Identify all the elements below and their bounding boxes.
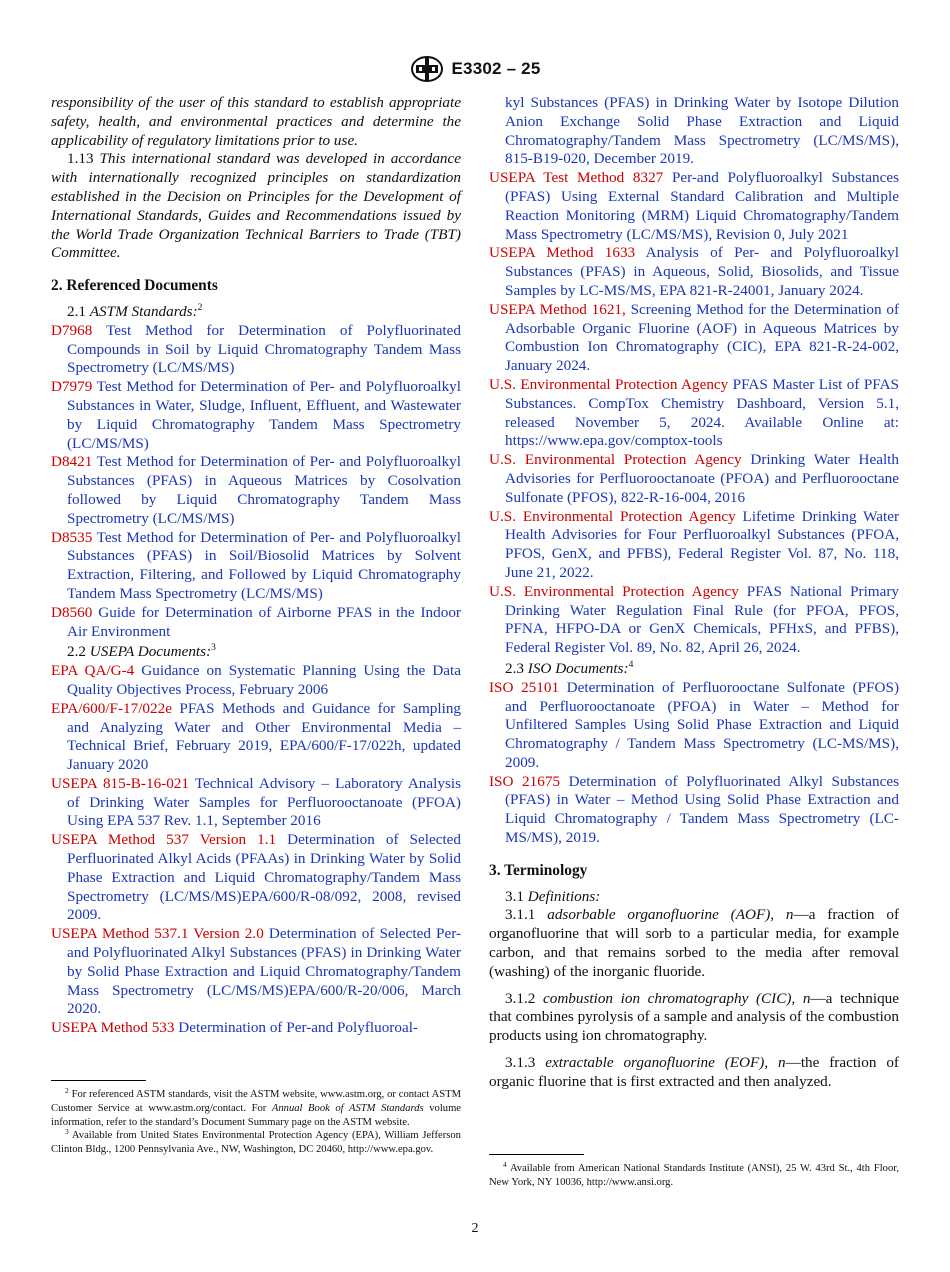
right-column [489, 94, 899, 1092]
reference-id-link[interactable]: USEPA Method 1621, [489, 300, 626, 318]
reference-item [51, 322, 461, 378]
reference-id-link[interactable]: D7968 [51, 321, 93, 339]
reference-item [51, 453, 461, 528]
reference-id-link[interactable]: D8421 [51, 453, 93, 471]
reference-item [489, 583, 899, 658]
subsection-2-2-heading [51, 643, 461, 662]
subsection-number: 2.2 [67, 643, 86, 661]
reference-id-link[interactable]: ISO 21675 [489, 772, 561, 790]
reference-id-link[interactable]: EPA/600/F-17/022e [51, 699, 172, 717]
footnote-divider [51, 1080, 146, 1081]
footnote-marker[interactable]: 2 [197, 302, 203, 313]
footnote-4 [489, 1162, 899, 1190]
subsection-2-3-heading [489, 660, 899, 679]
footnote-text: volume information, refer to the standard’s Document Summary page on the ASTM website. [51, 1102, 462, 1128]
footnotes-left [51, 1080, 461, 1157]
footnotes-right [489, 1154, 899, 1190]
reference-title-link[interactable]: Test Method for Determination of Polyfluorinated Compounds in Soil by Liquid Chromatography Tandem Mass Spectrometry (LC/MS/MS) [67, 321, 461, 377]
reference-title-link[interactable]: Technical Advisory – Laboratory Analysis of Drinking Water Samples for Perfluorooctanoate (PFOA) Using EPA 537 Rev. 1.1, September 2016 [67, 774, 461, 830]
definition-item [489, 990, 899, 1046]
footnote-marker[interactable]: 4 [628, 659, 634, 670]
footnote-italic-text: Annual Book of ASTM Standards [271, 1102, 424, 1114]
left-column [51, 94, 461, 1038]
definition-item [489, 906, 899, 981]
definition-term: extractable organofluorine (EOF), n [545, 1054, 786, 1072]
reference-item [51, 662, 461, 700]
reference-id-link[interactable]: U.S. Environmental Protection Agency [489, 582, 739, 600]
footnote-number: 3 [65, 1127, 69, 1137]
reference-item [51, 775, 461, 831]
subsection-number: 2.1 [67, 302, 86, 320]
reference-item [51, 378, 461, 453]
reference-item [489, 773, 899, 848]
page-header [0, 55, 950, 83]
reference-title-link[interactable]: Test Method for Determination of Per- and Polyfluoroalkyl Substances (PFAS) in Aqueous Matrices by Cosolvation followed by Liquid Chromatography Tandem Mass Spectrometry (LC/MS/MS) [67, 453, 461, 527]
footnote-text: Available from American National Standards Institute (ANSI), 25 W. 43rd St., 4th Floor, New York, NY 10036, http://www.ansi.org. [489, 1163, 899, 1188]
definition-text: —a fraction of organofluorine that will sorb to a particular media, for example carbon, and that remains sorbed to the media after removal (washing) of the inorganic fluoride. [489, 906, 899, 980]
definition-term: combustion ion chromatography (CIC), n [543, 989, 811, 1007]
reference-id-link[interactable]: ISO 25101 [489, 678, 560, 696]
subsection-number: 2.3 [505, 659, 524, 677]
reference-item [489, 508, 899, 583]
reference-id-link[interactable]: D7979 [51, 378, 93, 396]
reference-id-link[interactable]: USEPA Method 537 Version 1.1 [51, 831, 277, 849]
reference-item [489, 376, 899, 451]
subsection-3-1-heading [489, 888, 899, 907]
definition-number: 3.1.1 [505, 906, 536, 924]
reference-item [51, 831, 461, 925]
reference-title-link[interactable]: Test Method for Determination of Per- and Polyfluoroalkyl Substances (PFAS) in Soil/Biosolid Matrices by Solvent Extraction, Filtering, and Followed by Liquid Chromatography Tandem Mass Spectrometry (LC/MS/MS) [67, 528, 461, 602]
reference-item [51, 700, 461, 775]
reference-title-link[interactable]: kyl Substances (PFAS) in Drinking Water by Isotope Dilution Anion Exchange Solid Phase Extraction and Liquid Chromatography/Tandem Mass Spectrometry (LC/MS/MS), 815-B19-020, December 2019. [505, 94, 899, 168]
page-number: 2 [471, 1221, 479, 1236]
reference-title-link[interactable]: Determination of Per-and Polyfluoroal- [178, 1019, 418, 1037]
reference-title-link[interactable]: Analysis of Per- and Polyfluoroalkyl Substances (PFAS) in Aqueous, Solid, Biosolids, and Tissue Samples by LC-MS/MS, EPA 821-R-24001, January 2024. [505, 244, 899, 299]
reference-item [51, 925, 461, 1019]
reference-title-link[interactable]: Determination of Selected Perfluorinated Alkyl Acids (PFAAs) in Drinking Water by Solid Phase Extraction and Liquid Chromatography/Tandem Mass Spectrometry (LC/MS/MS)EPA/600/R-08/092, 2008, revised 2009. [67, 831, 462, 924]
reference-title-link[interactable]: Determination of Perfluorooctane Sulfonate (PFOS) and Perfluorooctanoate (PFOA) in Water – Method for Unfiltered Samples Using Solid Phase Extraction and Liquid Chromatography / Tandem Mass Spectrometry (LC-MS/MS), 2009. [505, 678, 899, 771]
reference-continuation [489, 94, 899, 169]
footnote-2 [51, 1088, 461, 1129]
footnote-number: 4 [503, 1160, 507, 1169]
reference-title-link[interactable]: PFAS Master List of PFAS Substances. CompTox Chemistry Dashboard, Version 5.1, released November 5, 2024. Available Online at: https://www.epa.gov/comptox-tools [505, 375, 899, 450]
reference-title-link[interactable]: Determination of Selected Per- and Polyfluorinated Alkyl Substances (PFAS) in Drinking Water by Solid Phase Extraction and Liquid Chromatography/Tandem Mass Spectrometry (LC/MS/MS)EPA/600/R-20/006, March 2020. [67, 925, 462, 1018]
reference-title-link[interactable]: Guidance on Systematic Planning Using the Data Quality Objectives Process, February 2006 [67, 662, 461, 698]
section-3-heading: 3. Terminology [489, 861, 588, 879]
subsection-number: 3.1 [505, 887, 524, 905]
reference-title-link[interactable]: Lifetime Drinking Water Health Advisories for Four Perfluoroalkyl Substances (PFOA, PFOS, GenX, and PFBS), Federal Register Vol. 87, No. 118, June 21, 2022. [505, 507, 900, 581]
reference-title-link[interactable]: Per-and Polyfluoroalkyl Substances (PFAS) Using External Standard Calibration and Multiple Reaction Monitoring (MRM) Liquid Chromatography/Tandem Mass Spectrometry (LC/MS/MS), Revision 0, July 2021 [505, 169, 899, 243]
footnote-3 [51, 1129, 461, 1157]
reference-item [51, 529, 461, 604]
subsection-2-1-heading [51, 303, 461, 322]
reference-id-link[interactable]: U.S. Environmental Protection Agency [489, 451, 742, 469]
subsection-label: USEPA Documents: [89, 643, 212, 661]
reference-title-link[interactable]: PFAS National Primary Drinking Water Regulation Final Rule (for PFOA, PFOS, PFNA, HFPO-DA or GenX Chemicals, PFHxS, and PFBS), Federal Register Vol. 89, No. 82, April 26, 2024. [505, 582, 900, 657]
reference-title-link[interactable]: Screening Method for the Determination of Adsorbable Organic Fluorine (AOF) in Aqueous Matrices by Combustion Ion Chromatography (CIC), EPA 821-R-24-002, January 2024. [505, 300, 900, 375]
reference-item [489, 169, 899, 244]
reference-id-link[interactable]: USEPA Method 533 [51, 1019, 175, 1037]
definition-number: 3.1.3 [505, 1054, 536, 1072]
reference-title-link[interactable]: PFAS Methods and Guidance for Sampling and Analyzing Water and Other Environmental Media – Technical Brief, February 2019, EPA/600/F-17/022h, updated January 2020 [67, 699, 462, 774]
reference-id-link[interactable]: USEPA Test Method 8327 [489, 169, 664, 187]
reference-title-link[interactable]: Drinking Water Health Advisories for Perfluorooctanoate (PFOA) and Perfluorooctane Sulfonate (PFOS), 822-R-16-004, 2016 [505, 451, 899, 506]
reference-id-link[interactable]: U.S. Environmental Protection Agency [489, 375, 729, 393]
definition-number: 3.1.2 [505, 989, 536, 1007]
footnote-text: Available from United States Environmental Protection Agency (EPA), William Jefferson Clinton Bldg., 1200 Pennsylvania Ave., NW, Washington, DC 20460, http://www.epa.gov. [51, 1130, 461, 1156]
reference-id-link[interactable]: USEPA Method 1633 [489, 244, 636, 262]
reference-id-link[interactable]: EPA QA/G-4 [51, 662, 135, 680]
reference-item [489, 301, 899, 376]
paragraph-number: 1.13 [67, 150, 94, 168]
subsection-label: Definitions: [527, 887, 601, 905]
intro-paragraph: responsibility of the user of this standard to establish appropriate safety, health, and environmental practices and determine the applicability of regulatory limitations prior to use. [51, 94, 461, 149]
reference-item [489, 451, 899, 507]
section-2-heading: 2. Referenced Documents [51, 277, 218, 295]
reference-item [51, 604, 461, 642]
reference-id-link[interactable]: U.S. Environmental Protection Agency [489, 507, 736, 525]
subsection-label: ASTM Standards: [89, 302, 198, 320]
reference-title-link[interactable]: Determination of Polyfluorinated Alkyl Substances (PFAS) in Water – Method Using Solid Phase Extraction and Liquid Chromatography / Tandem Mass Spectrometry (LC-MS/MS), 2019. [505, 772, 899, 847]
paragraph-1-13 [51, 150, 461, 263]
footnote-number: 2 [65, 1086, 69, 1095]
reference-item [489, 679, 899, 773]
reference-id-link[interactable]: USEPA Method 537.1 Version 2.0 [51, 925, 264, 943]
definition-item [489, 1054, 899, 1092]
standard-designation: E3302 – 25 [451, 59, 541, 78]
definition-term: adsorbable organofluorine (AOF), n [547, 906, 794, 924]
definition-text: —the fraction of organic fluorine that is first extracted and then analyzed. [489, 1054, 899, 1090]
footnote-divider [489, 1154, 584, 1155]
reference-title-link[interactable]: Test Method for Determination of Per- and Polyfluoroalkyl Substances in Water, Sludge, Influent, Effluent, and Wastewater by Liquid Chromatography Tandem Mass Spectrometry (LC/MS/MS) [67, 378, 461, 452]
reference-title-link[interactable]: Guide for Determination of Airborne PFAS in the Indoor Air Environment [67, 603, 461, 640]
reference-id-link[interactable]: D8535 [51, 528, 93, 546]
reference-id-link[interactable]: D8560 [51, 603, 93, 621]
astm-logo-icon [410, 55, 444, 83]
subsection-label: ISO Documents: [527, 659, 629, 677]
footnote-text: For referenced ASTM standards, visit the ASTM website, www.astm.org, or contact ASTM Customer Service at www.astm.org/contact. For [51, 1089, 461, 1114]
reference-id-link[interactable]: USEPA 815-B-16-021 [51, 774, 189, 792]
definition-text: —a technique that combines pyrolysis of a sample and analysis of the combustion products using ion chromatography. [489, 989, 900, 1045]
reference-item [51, 1019, 461, 1038]
reference-item [489, 244, 899, 300]
footnote-marker[interactable]: 3 [211, 643, 216, 654]
paragraph-text: This international standard was developed in accordance with internationally recognized principles on standardization established in the Decision on Principles for the Development of International Standards, Guides and Recommendations issued by the World Trade Organization Technical Barriers to Trade (TBT) Committee. [51, 150, 461, 262]
